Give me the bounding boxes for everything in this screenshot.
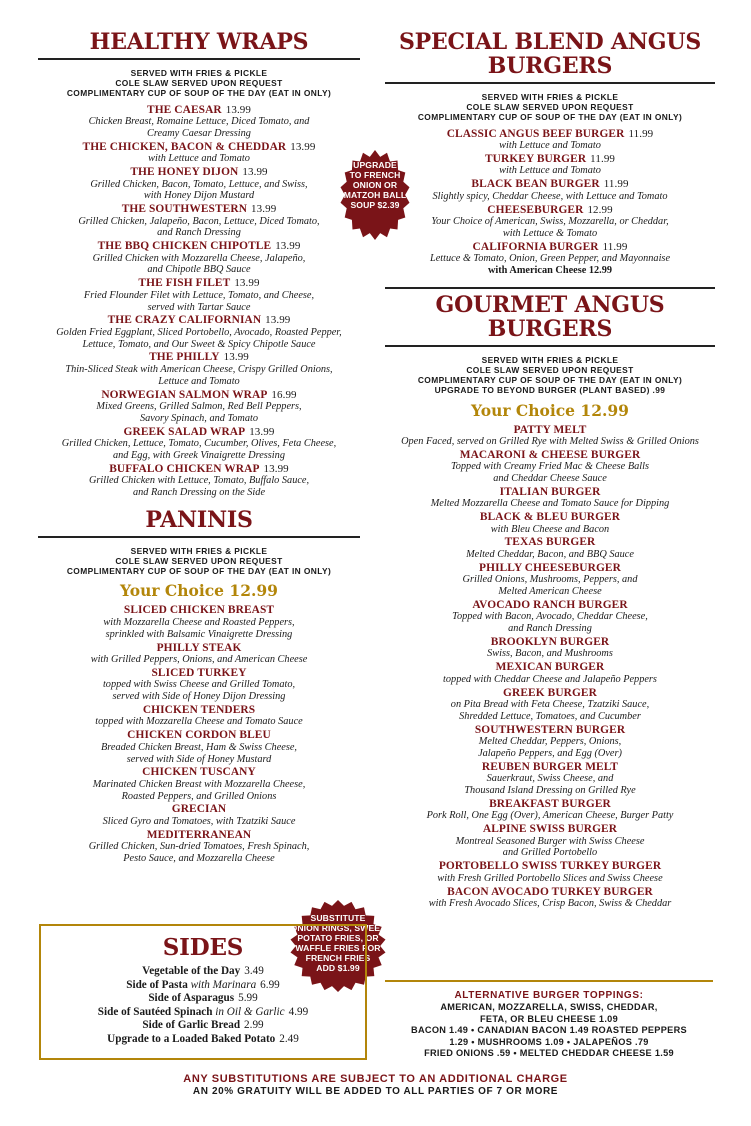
menu-item-description: Topped with Creamy Fried Mac & Cheese Balls <box>450 461 649 473</box>
side-item: Side of Sautéed Spinach in Oil & Garlic 4.99 <box>97 1005 309 1018</box>
toppings-line: FRIED ONIONS .59 • MELTED CHEDDAR CHEESE 1.59 <box>424 1048 674 1059</box>
side-item-price: 2.49 <box>279 1032 299 1045</box>
gourmet-burgers-price: Your Choice 12.99 <box>471 400 629 420</box>
menu-item-description: with Bleu Cheese and Bacon <box>490 523 610 535</box>
menu-item-description: Fried Flounder Filet with Lettuce, Tomato, and Cheese, <box>83 289 315 301</box>
menu-item-description: Grilled Chicken, Sun-dried Tomatoes, Fresh Spinach, <box>88 841 310 853</box>
menu-item-description: Pesto Sauce, and Mozzarella Cheese <box>123 853 275 865</box>
menu-item-price: 11.99 <box>590 152 616 165</box>
menu-item-description: served with Tartar Sauce <box>147 301 251 313</box>
burger-toppings <box>385 980 713 1060</box>
menu-item <box>385 204 715 240</box>
menu-item <box>38 104 360 140</box>
healthy-wraps-title: HEALTHY WRAPS <box>89 29 309 55</box>
menu-item-name: CHICKEN CORDON BLEU <box>127 729 271 742</box>
side-item-price: 6.99 <box>260 978 280 991</box>
menu-item-description: Thin-Sliced Steak with American Cheese, Crispy Grilled Onions, <box>65 363 333 375</box>
menu-item-price: 13.99 <box>225 103 251 116</box>
menu-item-name: BREAKFAST BURGER <box>489 797 611 810</box>
right-column <box>385 30 715 911</box>
gourmet-burgers-intro: SERVED WITH FRIES & PICKLE COLE SLAW SERVED UPON REQUEST COMPLIMENTARY CUP OF SOUP OF THE DAY (EAT IN ONLY) UPGRADE TO BEYOND BURGER (PLANT BASED) .99 <box>417 354 683 396</box>
menu-item <box>385 761 715 797</box>
menu-item <box>38 463 360 499</box>
menu-item-description: with Lettuce & Tomato <box>502 227 598 239</box>
menu-item-description: Pork Roll, One Egg (Over), American Cheese, Burger Patty <box>426 810 674 822</box>
menu-item-description: Thousand Island Dressing on Grilled Rye <box>464 785 636 797</box>
menu-item-description: Golden Fried Eggplant, Sliced Portobello, Avocado, Roasted Pepper, <box>56 326 342 338</box>
paninis-intro: SERVED WITH FRIES & PICKLE COLE SLAW SERVED UPON REQUEST COMPLIMENTARY CUP OF SOUP OF THE DAY (EAT IN ONLY) <box>66 545 332 577</box>
menu-item-description: Lettuce & Tomato, Onion, Green Pepper, and Mayonnaise <box>429 253 671 265</box>
menu-item-description: served with Side of Honey Dijon Dressing <box>112 691 286 703</box>
menu-item <box>38 277 360 313</box>
menu-item-price: 13.99 <box>290 140 316 153</box>
menu-item-name: THE CRAZY CALIFORNIAN 13.99 <box>107 314 291 327</box>
side-item: Side of Asparagus 5.99 <box>148 992 258 1004</box>
menu-item-name: SLICED CHICKEN BREAST <box>123 604 275 617</box>
menu-item-name: NORWEGIAN SALMON WRAP 16.99 <box>101 388 297 401</box>
paninis-title: PANINIS <box>145 506 253 533</box>
menu-item <box>385 424 715 448</box>
menu-item-description: with Grilled Peppers, Onions, and American Cheese <box>90 654 308 666</box>
menu-item-description: Marinated Chicken Breast with Mozzarella Cheese, <box>92 778 306 790</box>
footer-notice <box>0 1073 751 1098</box>
menu-item-name: TURKEY BURGER 11.99 <box>484 152 616 165</box>
menu-item-price: 11.99 <box>603 178 629 191</box>
menu-item-description: with Mozzarella Cheese and Roasted Peppers, <box>103 616 295 628</box>
menu-item-description: Open Faced, served on Grilled Rye with Melted Swiss & Grilled Onions <box>401 436 699 447</box>
menu-item-name: THE CAESAR 13.99 <box>147 103 251 116</box>
menu-item-price: 13.99 <box>234 277 260 290</box>
menu-item <box>38 729 360 765</box>
menu-item-description: topped with Mozzarella Cheese and Tomato Sauce <box>95 716 303 728</box>
menu-item-name: PHILLY CHEESEBURGER <box>479 561 621 574</box>
gourmet-burgers-list <box>385 424 715 910</box>
left-column <box>38 30 360 866</box>
menu-item-description: Savory Spinach, and Tomato <box>139 412 259 424</box>
toppings-line: FETA, OR BLEU CHEESE 1.09 <box>479 1013 619 1024</box>
menu-item-name: THE SOUTHWESTERN 13.99 <box>121 203 277 216</box>
menu-item-description: Your Choice of American, Swiss, Mozzarella, or Cheddar, <box>431 216 669 227</box>
sides-title: SIDES <box>162 934 244 961</box>
menu-item-name: CHICKEN TUSCANY <box>142 766 256 779</box>
side-item: Upgrade to a Loaded Baked Potato 2.49 <box>107 1032 299 1045</box>
menu-item <box>385 886 715 910</box>
menu-item-name: THE BBQ CHICKEN CHIPOTLE 13.99 <box>97 240 301 253</box>
side-item-price: 5.99 <box>238 992 258 1004</box>
menu-item <box>385 636 715 660</box>
side-item-price: 4.99 <box>288 1005 309 1018</box>
menu-item <box>385 860 715 884</box>
paninis-price: Your Choice 12.99 <box>120 581 278 601</box>
menu-item-description: Melted Cheddar, Peppers, Onions, <box>478 736 622 748</box>
menu-item-description: Melted American Cheese <box>498 586 602 598</box>
menu-item-description: Creamy Caesar Dressing <box>147 127 251 139</box>
menu-item <box>385 178 715 202</box>
menu-item <box>38 240 360 276</box>
menu-item <box>38 829 360 865</box>
side-item-price: 2.99 <box>244 1019 264 1031</box>
menu-item <box>38 642 360 666</box>
sides-list <box>41 965 365 1046</box>
menu-item-description: Lettuce, Tomato, and Our Sweet & Spicy Chipotle Sauce <box>82 338 316 350</box>
menu-item <box>385 241 715 277</box>
menu-item-name: AVOCADO RANCH BURGER <box>472 598 628 611</box>
menu-item-description: Mixed Greens, Grilled Salmon, Red Bell Peppers, <box>96 401 302 413</box>
menu-item <box>38 351 360 387</box>
menu-item <box>385 153 715 177</box>
menu-item-description: Lettuce and Tomato <box>158 375 240 387</box>
menu-item <box>385 449 715 485</box>
menu-item-name: THE FISH FILET 13.99 <box>138 277 260 290</box>
menu-item-price: 11.99 <box>628 127 654 140</box>
menu-item-description: Grilled Chicken, Bacon, Tomato, Lettuce, and Swiss, <box>90 178 308 190</box>
menu-item-name: MEXICAN BURGER <box>495 661 605 674</box>
menu-item-description: sprinkled with Balsamic Vinaigrette Dressing <box>105 628 293 640</box>
gratuity-notice: AN 20% GRATUITY WILL BE ADDED TO ALL PARTIES OF 7 OR MORE <box>192 1086 559 1097</box>
menu-item-description: on Pita Bread with Feta Cheese, Tzatziki Sauce, <box>450 699 650 711</box>
menu-item <box>38 766 360 802</box>
menu-item-description: and Ranch Dressing <box>157 227 241 239</box>
sides-box <box>39 924 367 1060</box>
menu-item-description: Grilled Chicken with Lettuce, Tomato, Buffalo Sauce, <box>88 475 310 487</box>
menu-item-description: Grilled Chicken with Mozzarella Cheese, Jalapeño, <box>92 252 306 264</box>
menu-item-name: CHEESEBURGER 12.99 <box>487 203 613 216</box>
menu-item-name: THE PHILLY 13.99 <box>149 351 249 364</box>
menu-item-price: 13.99 <box>249 425 275 438</box>
menu-item-extra: with American Cheese 12.99 <box>487 264 613 276</box>
menu-item-description: Grilled Onions, Mushrooms, Peppers, and <box>462 574 638 586</box>
menu-item <box>38 314 360 350</box>
menu-item-description: Slightly spicy, Cheddar Cheese, with Lettuce and Tomato <box>432 190 668 202</box>
toppings-line: BACON 1.49 • CANADIAN BACON 1.49 ROASTED PEPPERS <box>411 1025 687 1036</box>
menu-item-description: Swiss, Bacon, and Mushrooms <box>487 648 613 660</box>
menu-item-description: with Lettuce and Tomato <box>499 140 601 152</box>
menu-item-name: CALIFORNIA BURGER 11.99 <box>472 240 628 253</box>
section-divider <box>385 82 715 84</box>
healthy-wraps-intro: SERVED WITH FRIES & PICKLE COLE SLAW SERVED UPON REQUEST COMPLIMENTARY CUP OF SOUP OF THE DAY (EAT IN ONLY) <box>66 68 332 99</box>
fries-substitute-badge: SUBSTITUTE ONION RINGS, SWEET POTATO FRIES, OR WAFFLE FRIES FOR FRENCH FRIES ADD $1.99 <box>290 900 386 992</box>
menu-item <box>385 486 715 510</box>
section-divider <box>385 287 715 289</box>
menu-item-name: THE HONEY DIJON 13.99 <box>130 166 268 178</box>
menu-item <box>385 687 715 723</box>
toppings-title: ALTERNATIVE BURGER TOPPINGS: <box>454 990 644 1001</box>
menu-item-name: CLASSIC ANGUS BEEF BURGER 11.99 <box>446 127 654 140</box>
substitution-notice: ANY SUBSTITUTIONS ARE SUBJECT TO AN ADDITIONAL CHARGE <box>183 1073 568 1085</box>
menu-item-name: PATTY MELT <box>513 423 587 436</box>
menu-item-name: ALPINE SWISS BURGER <box>482 823 618 836</box>
menu-item-description: Melted Mozzarella Cheese and Tomato Sauce for Dipping <box>430 498 670 510</box>
toppings-line: AMERICAN, MOZZARELLA, SWISS, CHEDDAR, <box>440 1002 658 1012</box>
menu-item-name: ITALIAN BURGER <box>499 485 601 498</box>
menu-item <box>385 661 715 685</box>
menu-item-price: 13.99 <box>242 166 268 178</box>
menu-item-description: with Lettuce and Tomato <box>499 165 601 177</box>
side-item: Side of Garlic Bread 2.99 <box>142 1019 264 1031</box>
menu-item-price: 11.99 <box>602 240 628 253</box>
menu-item <box>385 798 715 822</box>
menu-item-name: GRECIAN <box>171 803 227 816</box>
menu-item-description: and Ranch Dressing on the Side <box>132 487 266 499</box>
menu-item-description: topped with Swiss Cheese and Grilled Tomato, <box>102 679 296 691</box>
menu-item <box>385 511 715 535</box>
menu-item <box>385 562 715 598</box>
menu-item-name: PHILLY STEAK <box>156 641 242 654</box>
menu-item-description: and Cheddar Cheese Sauce <box>493 473 607 485</box>
menu-item-name: SLICED TURKEY <box>151 666 247 679</box>
soup-upgrade-badge: UPGRADE TO FRENCH ONION OR MATZOH BALL SOUP $2.39 <box>340 150 410 240</box>
menu-item <box>38 803 360 827</box>
section-divider <box>38 536 360 538</box>
menu-item <box>38 389 360 425</box>
menu-item <box>38 704 360 728</box>
menu-item-name: TEXAS BURGER <box>504 536 596 549</box>
menu-item-price: 12.99 <box>587 203 613 216</box>
menu-item-description: with Fresh Avocado Slices, Crisp Bacon, Swiss & Cheddar <box>428 898 672 910</box>
menu-item-description: and Chipotle BBQ Sauce <box>147 264 251 276</box>
menu-item-price: 13.99 <box>265 314 291 327</box>
toppings-line: 1.29 • MUSHROOMS 1.09 • JALAPEÑOS .79 <box>449 1036 649 1047</box>
special-burgers-title: SPECIAL BLEND ANGUS BURGERS <box>398 29 702 79</box>
menu-item-name: GREEK SALAD WRAP 13.99 <box>123 425 275 438</box>
menu-item-price: 13.99 <box>251 203 277 216</box>
menu-item-description: Jalapeño Peppers, and Egg (Over) <box>478 747 622 759</box>
menu-item-description: Shredded Lettuce, Tomatoes, and Cucumber <box>459 710 641 722</box>
menu-item <box>385 599 715 635</box>
special-burgers-list <box>385 128 715 277</box>
menu-item-price: 13.99 <box>275 240 301 253</box>
menu-item-description: Montreal Seasoned Burger with Swiss Cheese <box>455 835 645 847</box>
menu-item <box>385 823 715 859</box>
menu-item <box>385 128 715 152</box>
menu-item <box>38 604 360 640</box>
menu-item-name: REUBEN BURGER MELT <box>481 760 619 773</box>
menu-item-price: 13.99 <box>263 462 289 475</box>
menu-item <box>38 203 360 239</box>
section-divider <box>385 345 715 347</box>
menu-item <box>385 536 715 560</box>
menu-item-description: and Egg, with Greek Vinaigrette Dressing <box>113 449 285 461</box>
menu-item <box>38 166 360 202</box>
menu-item-name: GREEK BURGER <box>503 686 597 699</box>
menu-item-description: Grilled Chicken, Jalapeño, Bacon, Lettuce, Diced Tomato, <box>78 215 320 227</box>
gourmet-burgers-title: GOURMET ANGUS BURGERS <box>435 291 665 342</box>
gold-divider <box>385 980 713 982</box>
section-divider <box>38 58 360 60</box>
menu-item-name: MACARONI & CHEESE BURGER <box>459 448 641 461</box>
menu-item-description: served with Side of Honey Mustard <box>126 753 272 765</box>
menu-item-name: BROOKLYN BURGER <box>490 635 610 648</box>
menu-item-description: Roasted Peppers, and Grilled Onions <box>121 790 277 802</box>
menu-item-name: BACON AVOCADO TURKEY BURGER <box>447 885 653 898</box>
menu-item-name: MEDITERRANEAN <box>146 828 252 841</box>
side-item: Vegetable of the Day 3.49 <box>142 965 264 977</box>
menu-item-name: CHICKEN TENDERS <box>142 703 256 716</box>
menu-item-description: topped with Cheddar Cheese and Jalapeño Peppers <box>443 673 657 685</box>
menu-item <box>38 426 360 462</box>
healthy-wraps-list <box>38 104 360 499</box>
menu-item-description: and Grilled Portobello <box>502 847 598 859</box>
menu-item-name: BUFFALO CHICKEN WRAP 13.99 <box>109 462 289 475</box>
menu-item <box>38 141 360 165</box>
menu-item-price: 13.99 <box>223 351 249 364</box>
menu-item-description: Breaded Chicken Breast, Ham & Swiss Cheese, <box>101 741 297 753</box>
side-item: Side of Pasta with Marinara 6.99 <box>126 978 280 991</box>
menu-item <box>38 667 360 703</box>
menu-item-description: Sliced Gyro and Tomatoes, with Tzatziki Sauce <box>102 815 296 827</box>
paninis-list <box>38 604 360 864</box>
menu-item-description: Sauerkraut, Swiss Cheese, and <box>486 773 614 785</box>
menu-item-description: Melted Cheddar, Bacon, and BBQ Sauce <box>466 548 634 560</box>
menu-item-description: with Fresh Grilled Portobello Slices and Swiss Cheese <box>437 872 663 884</box>
menu-item-description: Chicken Breast, Romaine Lettuce, Diced Tomato, and <box>88 116 310 128</box>
menu-item-price: 16.99 <box>271 388 297 401</box>
menu-item-name: BLACK & BLEU BURGER <box>479 511 621 524</box>
menu-item <box>385 724 715 760</box>
menu-item-description: with Honey Dijon Mustard <box>143 190 255 202</box>
menu-item-name: THE CHICKEN, BACON & CHEDDAR 13.99 <box>82 140 316 153</box>
menu-item-name: SOUTHWESTERN BURGER <box>474 723 626 736</box>
menu-item-description: with Lettuce and Tomato <box>148 153 250 165</box>
special-burgers-intro: SERVED WITH FRIES & PICKLE COLE SLAW SERVED UPON REQUEST COMPLIMENTARY CUP OF SOUP OF THE DAY (EAT IN ONLY) <box>417 92 683 123</box>
side-item-price: 3.49 <box>244 965 264 977</box>
menu-item-description: and Ranch Dressing <box>508 623 592 635</box>
menu-item-name: PORTOBELLO SWISS TURKEY BURGER <box>438 860 662 873</box>
menu-item-description: Grilled Chicken, Lettuce, Tomato, Cucumber, Olives, Feta Cheese, <box>61 438 337 450</box>
menu-item-description: Topped with Bacon, Avocado, Cheddar Cheese, <box>452 611 648 623</box>
menu-item-name: BLACK BEAN BURGER 11.99 <box>471 178 629 191</box>
